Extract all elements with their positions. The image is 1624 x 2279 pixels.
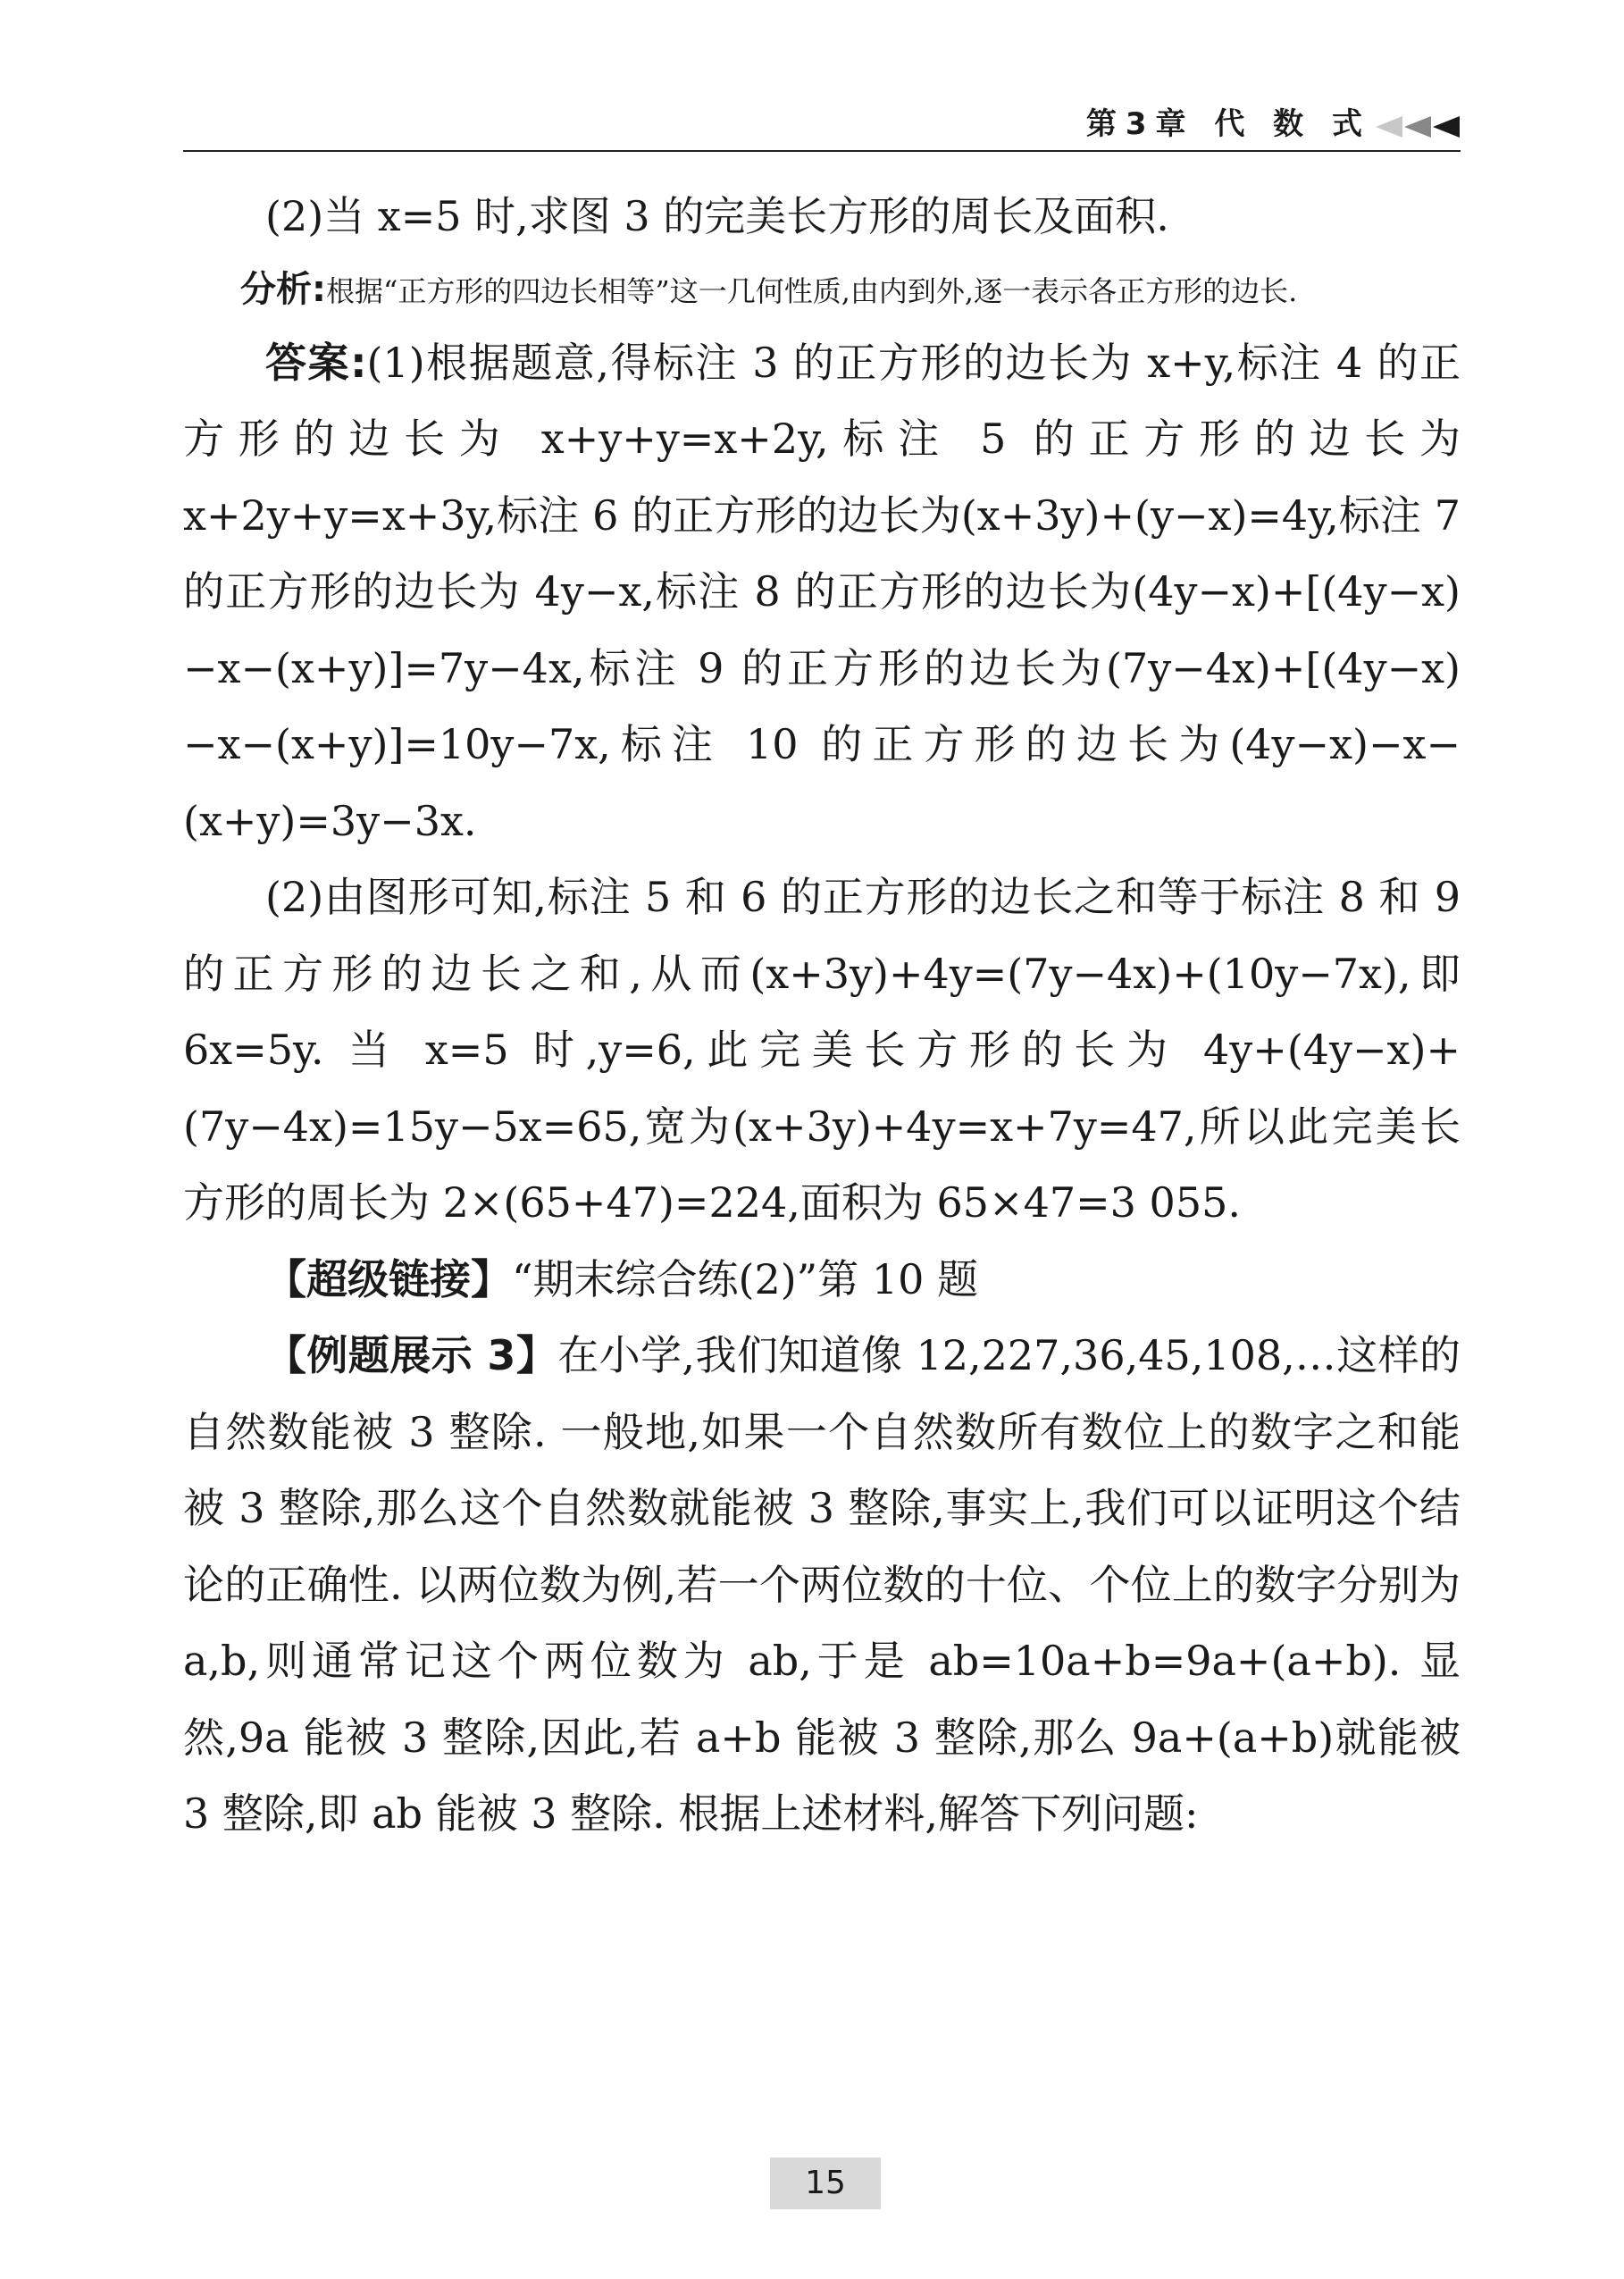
triple-arrow-icon bbox=[1376, 114, 1461, 139]
page-number: 15 bbox=[770, 2158, 881, 2209]
page-header bbox=[183, 105, 1461, 152]
example-3-label: 【例题展示 3】 bbox=[265, 1331, 558, 1379]
answer-label: 答案: bbox=[265, 338, 367, 387]
chapter-title: 第3章 代 数 式 bbox=[1085, 106, 1371, 142]
example-3-text: 在小学,我们知道像 12,227,36,45,108,…这样的自然数能被 3 整除. 一般地,如果一个自然数所有数位上的数字之和能被 3 整除,那么这个自然数就能被 3 整除,事实上,我们可以证明这个结论的正确性. 以两位数为例,若一个两位数的十位、个位上的数字分别为 a,b,则通常记这个两位数为 ab,于是 ab=10a+b=9a+(a+b). 显然,9a 能被 3 整除,因此,若 a+b 能被 3 整除,那么 9a+(a+b)就能被 3 整除,即 ab 能被 3 整除. 根据上述材料,解答下列问题: bbox=[183, 1331, 1461, 1838]
super-link-label: 【超级链接】 bbox=[265, 1254, 512, 1303]
analysis-paragraph bbox=[183, 256, 1461, 325]
analysis-text: 根据“正方形的四边长相等”这一几何性质,由内到外,逐一表示各正方形的边长. bbox=[326, 273, 1298, 308]
answer-2-paragraph: (2)由图形可知,标注 5 和 6 的正方形的边长之和等于标注 8 和 9 的正方形的边长之和,从而(x+3y)+4y=(7y−4x)+(10y−7x),即 6x=5y. 当 x=5 时,y=6,此完美长方形的长为 4y+(4y−x)+(7y−4x)=15y−5x=65,宽为(x+3y)+4y=x+7y=47,所以此完美长方形的周长为 2×(65+47)=224,面积为 65×47=3 055. bbox=[183, 873, 1461, 1227]
answer-1-paragraph bbox=[183, 325, 1461, 860]
analysis-label: 分析: bbox=[240, 268, 326, 310]
super-link-text: “期末综合练(2)”第 10 题 bbox=[512, 1254, 978, 1303]
answer-1-text: (1)根据题意,得标注 3 的正方形的边长为 x+y,标注 4 的正方形的边长为 x+y+y=x+2y,标注 5 的正方形的边长为 x+2y+y=x+3y,标注 6 的正方形的边长为(x+3y)+(y−x)=4y,标注 7 的正方形的边长为 4y−x,标注 8 的正方形的边长为(4y−x)+[(4y−x)−x−(x+y)]=7y−4x,标注 9 的正方形的边长为(7y−4x)+[(4y−x)−x−(x+y)]=10y−7x,标注 10 的正方形的边长为(4y−x)−x−(x+y)=3y−3x. bbox=[183, 338, 1461, 845]
example-3-paragraph bbox=[183, 1318, 1461, 1853]
super-link-paragraph bbox=[183, 1242, 1461, 1319]
question-2: (2)当 x=5 时,求图 3 的完美长方形的周长及面积. bbox=[265, 192, 1169, 240]
page-body bbox=[183, 179, 1461, 1853]
